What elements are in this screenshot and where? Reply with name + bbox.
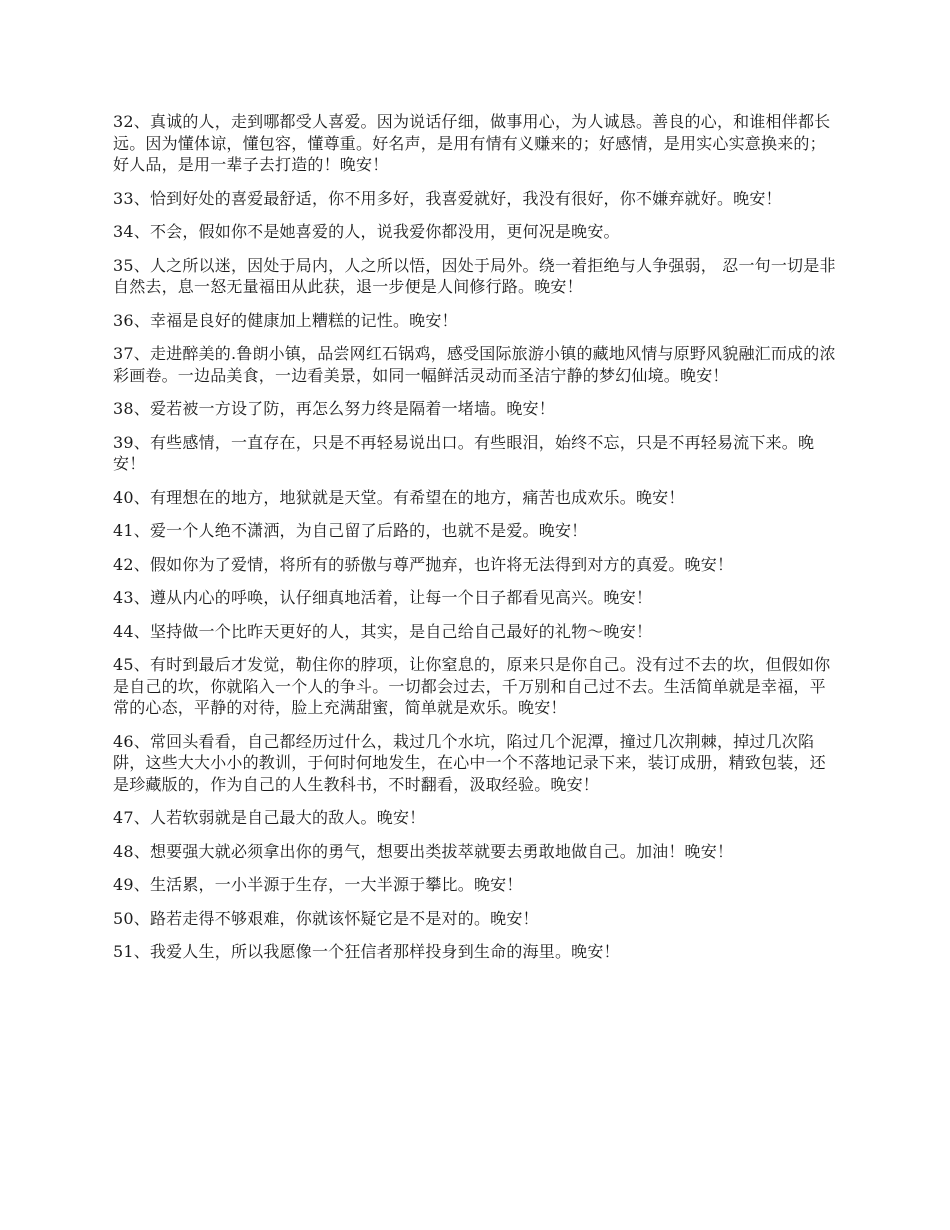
document-body <box>113 111 840 975</box>
paragraph-46: 46、常回头看看，自己都经历过什么，栽过几个水坑，陷过几个泥潭，撞过几次荆棘，掉过几次陷阱，这些大大小小的教训，于何时何地发生，在心中一个不落地记录下来，装订成册，精致包装，还是珍藏版的，作为自己的人生教科书，不时翻看，汲取经验。晚安！ <box>113 731 826 794</box>
paragraph-37: 37、走进醉美的.鲁朗小镇，品尝网红石锅鸡，感受国际旅游小镇的藏地风情与原野风貌融汇而成的浓彩画卷。一边品美食，一边看美景，如同一幅鲜活灵动而圣洁宁静的梦幻仙境。晚安！ <box>113 344 836 385</box>
paragraph-35: 35、人之所以迷，因处于局内，人之所以悟，因处于局外。绕一着拒绝与人争强弱， 忍一句一切是非自然去，息一怒无量福田从此获，退一步便是人间修行路。晚安！ <box>113 255 836 296</box>
paragraph-42: 42、假如你为了爱情，将所有的骄傲与尊严抛弃，也许将无法得到对方的真爱。晚安！ <box>113 554 734 574</box>
paragraph-41: 41、爱一个人绝不潇洒，为自己留了后路的，也就不是爱。晚安！ <box>113 521 588 540</box>
paragraph-39: 39、有些感情，一直存在，只是不再轻易说出口。有些眼泪，始终不忘，只是不再轻易流下来。晚安！ <box>113 432 815 473</box>
paragraph-38: 38、爱若被一方设了防，再怎么努力终是隔着一堵墙。晚安！ <box>113 399 555 418</box>
paragraph-32: 32、真诚的人，走到哪都受人喜爱。因为说话仔细，做事用心，为人诚恳。善良的心，和谁相伴都长远。因为懂体谅，懂包容，懂尊重。好名声，是用有情有义赚来的；好感情，是用实心实意换来的；好人品，是用一辈子去打造的！晚安！ <box>113 112 831 174</box>
paragraph-50: 50、路若走得不够艰难，你就该怀疑它是不是对的。晚安！ <box>113 908 539 928</box>
paragraph-45: 45、有时到最后才发觉，勒住你的脖项，让你窒息的，原来只是你自己。没有过不去的坎，但假如你是自己的坎，你就陷入一个人的争斗。一切都会过去，千万别和自己过不去。生活简单就是幸福，平常的心态，平静的对待，脸上充满甜蜜，简单就是欢乐。晚安！ <box>113 655 831 717</box>
paragraph-44: 44、坚持做一个比昨天更好的人，其实，是自己给自己最好的礼物～晚安！ <box>113 621 653 641</box>
paragraph-40: 40、有理想在的地方，地狱就是天堂。有希望在的地方，痛苦也成欢乐。晚安！ <box>113 487 685 507</box>
paragraph-51: 51、我爱人生，所以我愿像一个狂信者那样投身到生命的海里。晚安！ <box>113 942 620 961</box>
paragraph-47: 47、人若软弱就是自己最大的敌人。晚安！ <box>113 808 426 827</box>
paragraph-34: 34、不会，假如你不是她喜爱的人，说我爱你都没用，更何况是晚安。 <box>113 222 620 241</box>
paragraph-48: 48、想要强大就必须拿出你的勇气，想要出类拔萃就要去勇敢地做自己。加油！晚安！ <box>113 841 734 861</box>
paragraph-43: 43、遵从内心的呼唤，认仔细真地活着，让每一个日子都看见高兴。晚安！ <box>113 588 653 607</box>
paragraph-36: 36、幸福是良好的健康加上糟糕的记性。晚安！ <box>113 310 458 330</box>
paragraph-33: 33、恰到好处的喜爱最舒适，你不用多好，我喜爱就好，我没有很好，你不嫌弃就好。晚安！ <box>113 188 782 208</box>
paragraph-49: 49、生活累，一小半源于生存，一大半源于攀比。晚安！ <box>113 875 523 894</box>
